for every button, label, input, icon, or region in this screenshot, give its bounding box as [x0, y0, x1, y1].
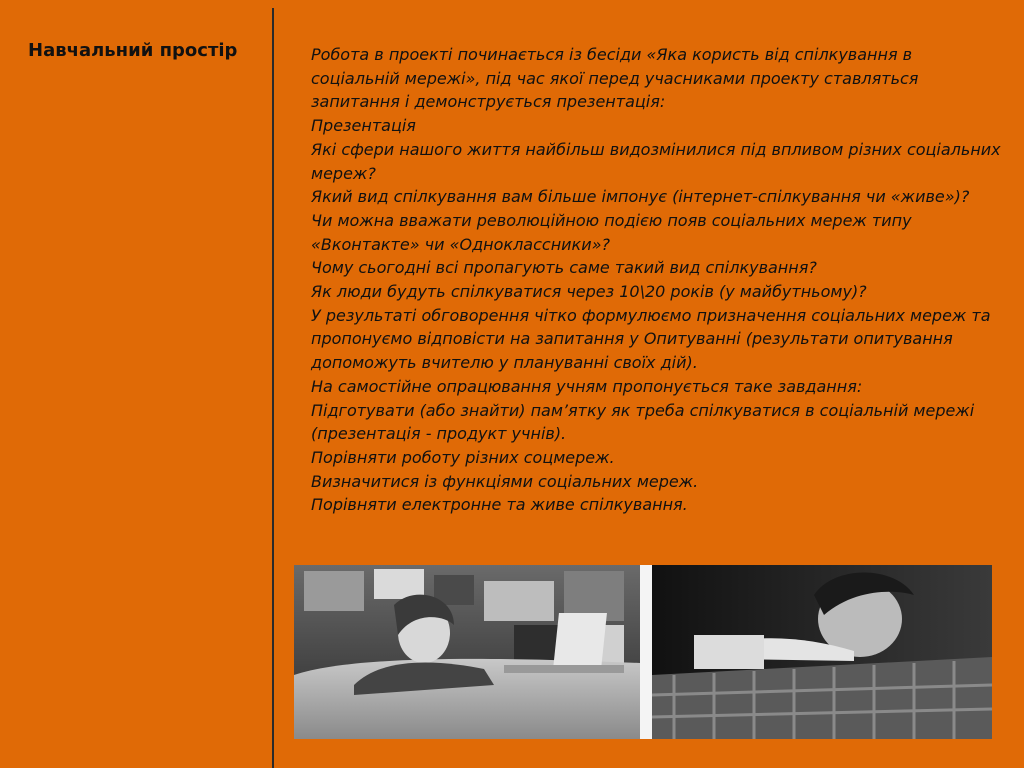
girl-with-laptop-photo [294, 565, 640, 739]
text-paragraph: На самостійне опрацювання учням пропонується таке завдання: [311, 376, 863, 396]
boy-with-laptop-photo [652, 565, 992, 739]
text-paragraph: Як люди будуть спілкуватися через 10\20 років (у майбутньому)? [311, 282, 867, 302]
main-text [311, 43, 1001, 517]
text-paragraph: У результаті обговорення чітко формулюємо призначення соціальних мереж та пропонуємо відповісти на запитання у Опитуванні (результати опитування допоможуть вчителю у плануванні своїх дій). [311, 305, 991, 373]
text-paragraph: Підготувати (або знайти) пам’ятку як треба спілкуватися в соціальній мережі (презентація - продукт учнів). [311, 400, 975, 444]
text-paragraph: Який вид спілкування вам більше імпонує (інтернет-спілкування чи «живе»)? [311, 187, 970, 207]
text-paragraph: Презентація [311, 116, 416, 136]
text-paragraph: Визначитися із функціями соціальних мереж. [311, 471, 699, 491]
text-paragraph: Порівняти роботу різних соцмереж. [311, 447, 615, 467]
text-paragraph: Які сфери нашого життя найбільш видозмінилися під впливом різних соціальних мереж? [311, 139, 1001, 183]
vertical-divider [272, 8, 274, 768]
sidebar-title: Навчальний простір [28, 40, 238, 61]
text-paragraph: Чому сьогодні всі пропагують саме такий вид спілкування? [311, 258, 817, 278]
text-paragraph: Робота в проекті починається із бесіди «Яка користь від спілкування в соціальній мережі», під час якої перед учасниками проекту ставляться запитання і демонструється презентація: [311, 45, 919, 112]
photo-strip [294, 565, 992, 739]
text-paragraph: Чи можна вважати революційною подією появ соціальних мереж типу «Вконтакте» чи «Одноклассники»? [311, 210, 912, 254]
text-paragraph: Порівняти електронне та живе спілкування. [311, 495, 688, 515]
